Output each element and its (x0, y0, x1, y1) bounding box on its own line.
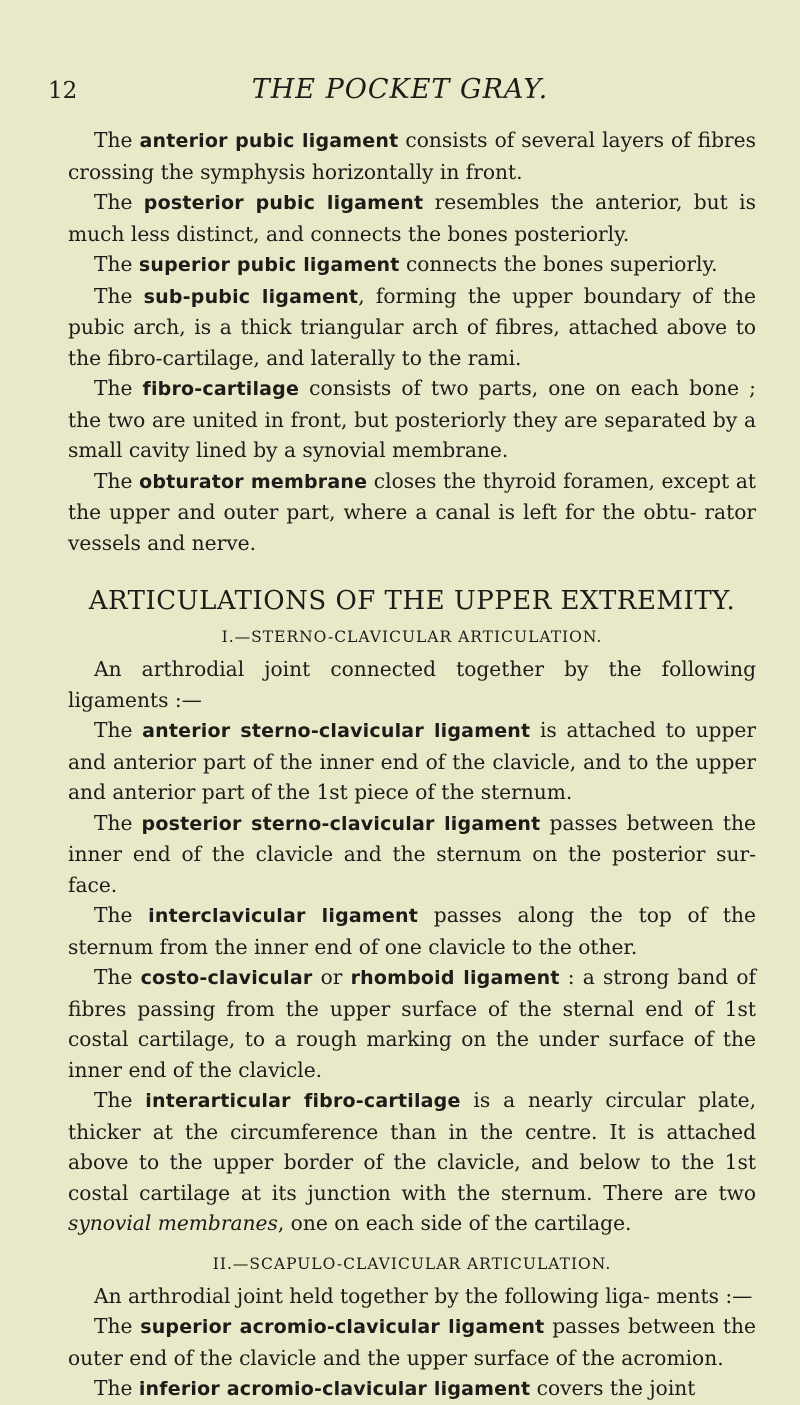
page-body (68, 125, 756, 1405)
paragraph-interarticular: The interarticular fibro-cartilage is a nearly circular plate, thicker at the circumference than in the centre. It is attached above to the upper border of the clavicle, and below to the 1st costal cartilage at its junction with the sternum. There are two synovial membranes, one on each side of the cartilage. (68, 1088, 756, 1235)
paragraph-fibro-cartilage: The fibro-cartilage consists of two parts, one on each bone ; the two are united in front, but posteriorly they are separated by a small cavity lined by a synovial membrane. (68, 376, 756, 462)
term: anterior sterno-clavicular ligament (142, 720, 531, 742)
paragraph-posterior-pubic: The posterior pubic ligament resembles the anterior, but is much less distinct, and connects the bones posteriorly. (68, 190, 756, 246)
paragraph-interclavicular: The interclavicular ligament passes along the top of the sternum from the inner end of one clavicle to the other. (68, 903, 756, 959)
term: superior pubic ligament (138, 254, 400, 276)
term: superior acromio-clavicular ligament (140, 1316, 545, 1338)
term: costo-clavicular (140, 967, 313, 989)
paragraph-sub-pubic: The sub-pubic ligament, forming the upper boundary of the pubic arch, is a thick triangular arch of fibres, attached above to the fibro-cartilage, and laterally to the rami. (68, 283, 756, 370)
term: rhomboid ligament (350, 967, 560, 989)
page-header (0, 74, 800, 114)
paragraph-scapulo-intro: An arthrodial joint held together by the following liga- ments :— (94, 1283, 753, 1308)
subsection-heading-sterno: I.—STERNO-CLAVICULAR ARTICULATION. (221, 628, 603, 646)
paragraph-anterior-sterno: The anterior sterno-clavicular ligament is attached to upper and anterior part of the inner end of the clavicle, and to the upper and anterior part of the 1st piece of the sternum. (68, 718, 756, 804)
subsection-heading-scapulo: II.—SCAPULO-CLAVICULAR ARTICULATION. (212, 1254, 612, 1273)
paragraph-superior-pubic: The superior pubic ligament connects the bones superiorly. (94, 252, 718, 276)
paragraph-inferior-acromio: The inferior acromio-clavicular ligament covers the joint (94, 1376, 696, 1400)
paragraph-obturator: The obturator membrane closes the thyroid foramen, except at the upper and outer part, where a canal is left for the obtu- rator vessels and nerve. (68, 468, 756, 555)
paragraph-superior-acromio: The superior acromio-clavicular ligament passes between the outer end of the clavicle and the upper surface of the acromion. (68, 1314, 756, 1370)
term: anterior pubic ligament (139, 130, 399, 152)
paragraph-costo-clavicular: The costo-clavicular or rhomboid ligament : a strong band of fibres passing from the upper surface of the sternal end of 1st costal cartilage, to a rough marking on the under surface of the inner end of the clavicle. (68, 965, 756, 1082)
italic-term: synovial membranes (68, 1211, 278, 1235)
term: posterior pubic ligament (143, 192, 424, 214)
paragraph-sterno-intro: An arthrodial joint connected together by the following ligaments :— (68, 657, 756, 712)
section-heading: ARTICULATIONS OF THE UPPER EXTREMITY. (88, 586, 736, 616)
term: interarticular fibro-cartilage (145, 1090, 461, 1112)
paragraph-posterior-sterno: The posterior sterno-clavicular ligament passes between the inner end of the clavicle and the sternum on the posterior sur- face. (68, 810, 756, 897)
running-title: THE POCKET GRAY. (251, 74, 549, 105)
term: sub-pubic ligament (143, 285, 359, 308)
term: posterior sterno-clavicular ligament (141, 812, 541, 835)
term: fibro-cartilage (142, 378, 300, 400)
term: obturator membrane (139, 470, 368, 493)
paragraph-anterior-pubic: The anterior pubic ligament consists of several layers of fibres crossing the symphysis horizontally in front. (68, 128, 756, 184)
term: interclavicular ligament (148, 905, 419, 927)
term: inferior acromio-clavicular ligament (138, 1378, 531, 1400)
page-number: 12 (48, 78, 78, 104)
